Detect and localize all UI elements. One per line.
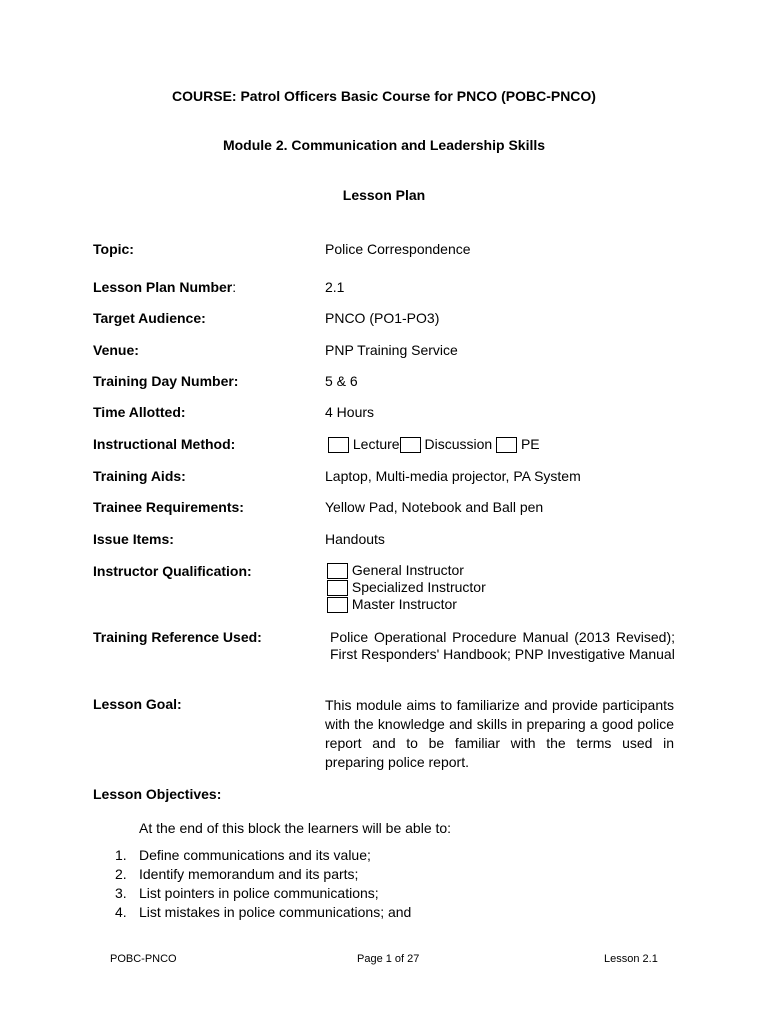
- trainee-requirements-label: Trainee Requirements:: [93, 499, 244, 515]
- objective-number: 1.: [115, 847, 127, 863]
- objective-item: [115, 884, 379, 903]
- lesson-plan-number-value: 2.1: [325, 279, 345, 295]
- objective-text: List pointers in police communications;: [139, 885, 379, 901]
- training-aids-label: Training Aids:: [93, 468, 186, 484]
- pe-checkbox[interactable]: [496, 437, 517, 453]
- issue-items-label: Issue Items:: [93, 531, 174, 547]
- discussion-checkbox[interactable]: [400, 437, 421, 453]
- instructor-qualification-label: Instructor Qualification:: [93, 563, 252, 579]
- time-allotted-label: Time Allotted:: [93, 404, 186, 420]
- discussion-option-label: Discussion: [424, 436, 493, 452]
- training-day-number-value: 5 & 6: [325, 373, 358, 389]
- objective-item: [115, 865, 358, 884]
- objective-number: 2.: [115, 866, 127, 882]
- lesson-plan-number-colon: :: [232, 279, 237, 295]
- module-title: Module 2. Communication and Leadership Skills: [222, 137, 546, 153]
- issue-items-value: Handouts: [325, 531, 385, 547]
- training-aids-value: Laptop, Multi-media projector, PA System: [325, 468, 581, 484]
- footer-course-code: POBC-PNCO: [110, 953, 177, 965]
- qualification-master-row: [325, 596, 457, 613]
- general-instructor-checkbox[interactable]: [327, 563, 348, 579]
- pe-option-label: PE: [520, 436, 540, 452]
- qualification-specialized-row: [325, 579, 486, 596]
- venue-value: PNP Training Service: [325, 342, 458, 358]
- trainee-requirements-value: Yellow Pad, Notebook and Ball pen: [325, 499, 544, 515]
- topic-label: Topic:: [93, 241, 134, 257]
- lesson-plan-number-label: [93, 279, 236, 296]
- instructional-method-options: [325, 436, 540, 453]
- master-instructor-label: Master Instructor: [351, 596, 457, 612]
- objective-number: 3.: [115, 885, 127, 901]
- specialized-instructor-label: Specialized Instructor: [351, 579, 486, 595]
- time-allotted-value: 4 Hours: [325, 404, 375, 420]
- objective-number: 4.: [115, 904, 127, 920]
- objective-text: Define communications and its value;: [139, 847, 371, 863]
- training-reference-label: Training Reference Used:: [93, 629, 262, 645]
- venue-label: Venue:: [93, 342, 139, 358]
- course-title: COURSE: Patrol Officers Basic Course for PNCO (POBC-PNCO): [172, 88, 596, 104]
- footer-page-number: Page 1 of 27: [357, 953, 420, 965]
- topic-value: Police Correspondence: [325, 241, 471, 257]
- training-reference-value: Police Operational Procedure Manual (2013 Revised); First Responders' Handbook; PNP Investigative Manual: [330, 629, 675, 662]
- general-instructor-label: General Instructor: [351, 562, 464, 578]
- target-audience-label: Target Audience:: [93, 310, 206, 326]
- instructional-method-label: Instructional Method:: [93, 436, 236, 452]
- training-day-number-label: Training Day Number:: [93, 373, 239, 389]
- lecture-option-label: Lecture: [352, 436, 400, 452]
- objective-text: Identify memorandum and its parts;: [139, 866, 359, 882]
- lecture-checkbox[interactable]: [328, 437, 349, 453]
- objective-item: [115, 846, 371, 865]
- objectives-intro: At the end of this block the learners will be able to:: [139, 820, 452, 836]
- qualification-general-row: [325, 562, 464, 579]
- objective-text: List mistakes in police communications; and: [139, 904, 412, 920]
- lesson-goal-label: Lesson Goal:: [93, 696, 182, 712]
- objective-item: [115, 903, 411, 922]
- master-instructor-checkbox[interactable]: [327, 597, 348, 613]
- lesson-goal-value: This module aims to familiarize and provide participants with the knowledge and skills in preparing a good police report and to be familiar with the terms used in preparing police report.: [325, 697, 674, 770]
- footer-lesson-number: Lesson 2.1: [604, 953, 658, 965]
- specialized-instructor-checkbox[interactable]: [327, 580, 348, 596]
- target-audience-value: PNCO (PO1-PO3): [325, 310, 440, 326]
- lesson-objectives-label: Lesson Objectives:: [93, 786, 222, 802]
- document-type-heading: Lesson Plan: [342, 187, 426, 203]
- lesson-plan-number-label-text: Lesson Plan Number: [93, 279, 233, 295]
